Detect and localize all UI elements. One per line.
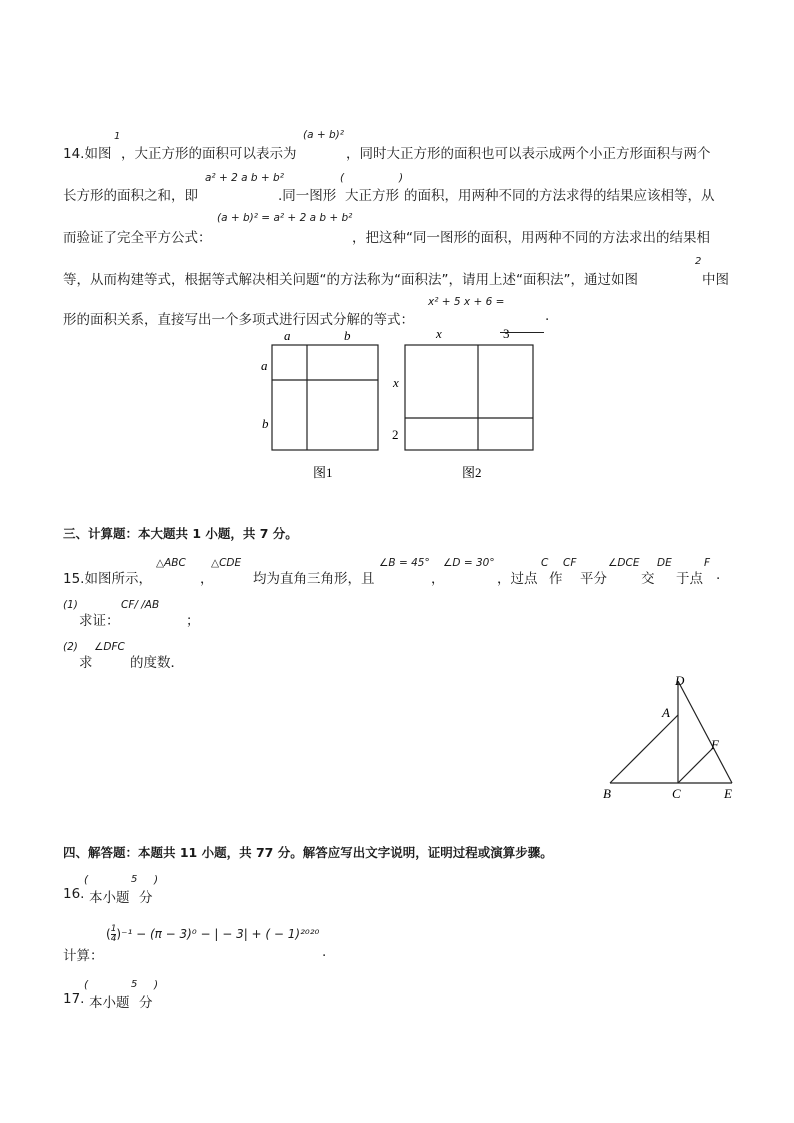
q16-calc-label: 计算： [63, 948, 104, 964]
q15-period: . [716, 567, 721, 583]
figure2-label-left-x: x [393, 375, 399, 390]
segment-de [678, 681, 732, 783]
point-label-a: A [662, 705, 670, 720]
q15-point-f: F [704, 557, 711, 569]
point-label-c: C [672, 786, 681, 801]
figure-1 [261, 328, 378, 480]
q15-draw: 作 [549, 571, 563, 587]
q15-part1-text: 求证： [79, 613, 120, 629]
q14-figure-ref-2: 2 [695, 256, 702, 267]
q14-line4-start: 等，从而构建等式，根据等式解决相关问题“的方法称为“面积法”，请用上述“面积法”，通过如图 [63, 272, 638, 288]
q17-label: 本小题 [89, 995, 130, 1011]
q14-line5-period: . [545, 308, 550, 324]
q14-line2-start: 长方形的面积之和，即 [63, 188, 198, 204]
q15-at-point: 于点 [676, 571, 703, 587]
q15-bisects: 平分 [580, 571, 607, 587]
q16-expr-rest: ⁻¹ − (π − 3)⁰ − | − 3| + ( − 1)²⁰²⁰ [121, 927, 320, 941]
q16-frac-num: 1 [110, 924, 117, 934]
q14-figure-ref-1: 1 [114, 131, 121, 142]
q15-part2-end: 的度数． [130, 655, 184, 671]
figure2-label-left-2: 2 [392, 427, 399, 442]
q15-comma-1: ， [200, 571, 214, 587]
q14-line5-start: 形的面积关系，直接写出一个多项式进行因式分解的等式： [63, 312, 414, 328]
q15-part1-number: (1) [63, 599, 78, 611]
q14-line2-same-figure: .同一图形 [278, 188, 337, 204]
q14-line1-end: ，同时大正方形的面积也可以表示成两个小正方形面积与两个 [346, 146, 711, 162]
figure2-caption: 图2 [462, 465, 482, 480]
segment-cf [678, 748, 713, 783]
triangle-figure [595, 665, 745, 805]
q14-expr-sum: a² + 2 a b + b² [205, 172, 284, 184]
figure-2 [392, 326, 533, 480]
q17-paren-open: ( [84, 979, 89, 991]
q15-angle-dce: ∠DCE [608, 557, 640, 569]
figure2-outer-rect [405, 345, 533, 450]
q15-part2-number: (2) [63, 641, 78, 653]
q15-part1-expr: CF/ /AB [121, 599, 160, 611]
section-4-heading: 四、解答题：本题共 11 小题，共 77 分。解答应写出文字说明，证明过程或演算步骤。 [63, 845, 553, 860]
q16-unit: 分 [139, 890, 153, 906]
figure1-label-top-a: a [284, 328, 291, 343]
q14-expr-square: (a + b)² [303, 129, 344, 141]
q15-intro: 15.如图所示， [63, 571, 152, 587]
figure1-caption: 图1 [313, 465, 333, 480]
q15-comma-2: ， [431, 571, 445, 587]
q17-paren-close: ) [154, 979, 159, 991]
q15-angle-d: ∠D = 30° [443, 557, 495, 569]
figures-area [250, 325, 550, 490]
segment-ba [610, 715, 678, 783]
q16-period: . [322, 944, 327, 960]
point-label-e: E [724, 786, 732, 801]
point-label-f: F [711, 737, 719, 752]
q14-line2-big-square: 大正方形 [345, 188, 399, 204]
q16-points: 5 [131, 874, 138, 885]
q15-point-c: C [541, 557, 549, 569]
q16-paren-close: ) [154, 874, 159, 886]
q15-part2-text: 求 [79, 655, 93, 671]
q17-unit: 分 [139, 995, 153, 1011]
q16-label: 本小题 [89, 890, 130, 906]
q16-frac-den: 4 [110, 934, 117, 944]
figure2-label-top-x: x [436, 326, 442, 341]
q15-triangle-abc: △ABC [156, 557, 186, 569]
q15-through-point: ，过点 [497, 571, 538, 587]
section-3-heading: 三、计算题：本大题共 1 小题，共 7 分。 [63, 526, 298, 541]
q14-expr-identity: (a + b)² = a² + 2 a b + b² [217, 212, 353, 224]
figure1-label-top-b: b [344, 328, 351, 343]
q14-line1-start: 14.如图 [63, 146, 112, 162]
q15-part2-expr: ∠DFC [94, 641, 125, 653]
q14-line2-end: 的面积，用两种不同的方法求得的结果应该相等，从 [404, 188, 715, 204]
q17-points: 5 [131, 979, 138, 990]
q16-paren-open: ( [84, 874, 89, 886]
q14-paren-close: ) [399, 172, 404, 184]
point-label-b: B [603, 786, 611, 801]
q15-segment-de: DE [657, 557, 672, 569]
q14-line4-end: 中图 [702, 272, 729, 288]
q14-paren-open: ( [340, 172, 345, 184]
q16-expression: ( $\frac{1}{4}$ )⁻¹ − (π − 3)⁰ − | − 3| + ( − 1)²⁰²⁰ [106, 924, 320, 944]
q15-angle-b: ∠B = 45° [379, 557, 430, 569]
figure1-outer-square [272, 345, 378, 450]
q17-number: 17. [63, 991, 85, 1007]
q14-line3-start: 而验证了完全平方公式： [63, 230, 212, 246]
figure2-label-top-3: 3 [503, 326, 510, 341]
q14-line1-middle: ，大正方形的面积可以表示为 [121, 146, 297, 162]
q15-intersect: 交 [641, 571, 655, 587]
q14-expr-factor: x² + 5 x + 6 = [428, 296, 505, 308]
figure1-label-left-a: a [261, 358, 268, 373]
q14-line3-end: ，把这种“同一图形的面积，用两种不同的方法求出的结果相 [352, 230, 710, 246]
point-label-d: D [675, 673, 685, 688]
q15-triangle-cde: △CDE [211, 557, 242, 569]
q15-segment-cf: CF [563, 557, 577, 569]
q15-right-triangles: 均为直角三角形，且 [253, 571, 375, 587]
figure1-label-left-b: b [262, 416, 269, 431]
q15-part1-end: ； [186, 613, 200, 629]
q16-number: 16. [63, 886, 85, 902]
